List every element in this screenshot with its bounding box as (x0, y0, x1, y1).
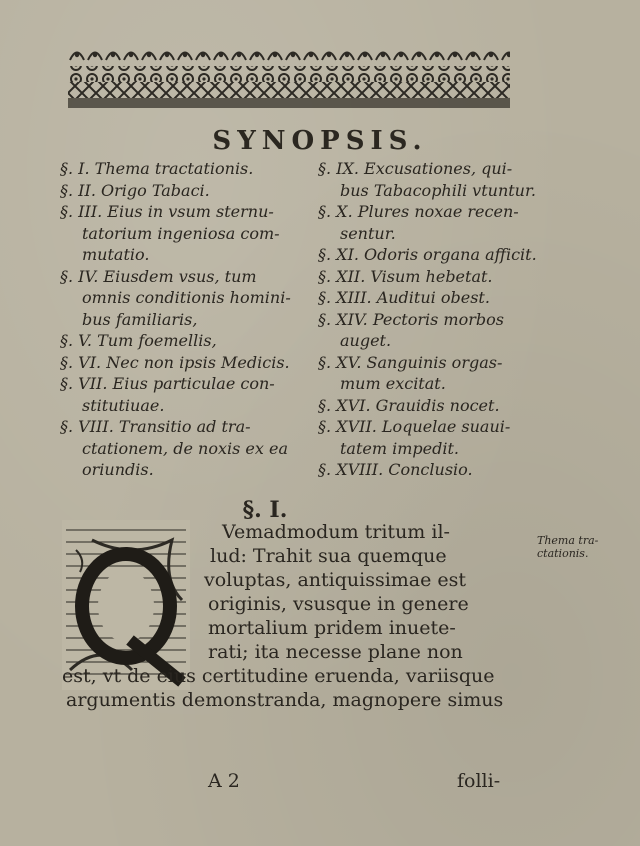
section-heading: §. I. (242, 497, 288, 523)
toc-entry: mum excitat. (340, 374, 446, 393)
toc-entry: §. III. Eius in vsum sternu- (60, 202, 274, 221)
page-footer (0, 770, 640, 794)
toc-entry: tatorium ingeniosa com- (82, 223, 280, 243)
toc-entry: mutatio. (82, 245, 150, 264)
signature-mark: A 2 (208, 770, 240, 792)
toc-entry: §. VII. Eius particulae con- (60, 374, 275, 393)
toc-entry: §. XVI. Grauidis nocet. (318, 395, 500, 415)
toc-entry: §. XIII. Auditui obest. (318, 288, 490, 307)
toc-entry: §. V. Tum foemellis, (60, 331, 217, 350)
toc-entry: auget. (340, 331, 392, 350)
synopsis-title: SYNOPSIS. (212, 126, 428, 156)
toc-entry: ctationem, de noxis ex ea (82, 438, 288, 458)
toc-entry: omnis conditionis homini- (82, 288, 291, 307)
toc-entry: §. XII. Visum hebetat. (318, 266, 493, 286)
catchword: folli- (457, 770, 501, 792)
toc-right-column (318, 158, 573, 481)
body-line: Vemadmodum tritum il- (222, 521, 450, 543)
toc-entry: bus Tabacophili vtuntur. (340, 180, 536, 200)
toc-entry: §. I. Thema tractationis. (60, 159, 254, 178)
body-line: originis, vsusque in genere (208, 593, 469, 615)
toc-entry: §. IX. Excusationes, qui- (318, 159, 513, 178)
body-line: voluptas, antiquissimae est (204, 569, 467, 591)
toc-entry: stitutiuae. (82, 395, 165, 415)
toc-entry: §. XVIII. Conclusio. (318, 460, 473, 479)
margin-note: Thema tra-ctationis. (537, 534, 599, 560)
body-line: argumentis demonstranda, magnopere simus (66, 689, 504, 711)
toc-entry: §. XV. Sanguinis orgas- (318, 352, 503, 372)
toc-entry: §. VIII. Transitio ad tra- (60, 417, 251, 436)
toc-entry: §. X. Plures noxae recen- (318, 202, 519, 221)
toc-entry: §. VI. Nec non ipsis Medicis. (60, 352, 290, 372)
body-line: est, vt de eius certitudine eruenda, variisque (62, 665, 495, 687)
toc-left-column (60, 158, 308, 481)
toc-entry: §. XVII. Loquelae suaui- (318, 417, 511, 436)
toc-entry: bus familiaris, (82, 309, 198, 329)
toc-entry: oriundis. (82, 460, 154, 479)
toc-entry: sentur. (340, 223, 396, 243)
toc-entry: tatem impedit. (340, 438, 459, 458)
headpiece-ornament (68, 44, 510, 110)
toc-entry: §. XIV. Pectoris morbos (318, 309, 504, 329)
body-line: rati; ita necesse plane non (208, 641, 463, 663)
body-paragraph (62, 520, 532, 712)
toc-entry: §. II. Origo Tabaci. (60, 180, 210, 200)
body-line: mortalium pridem inuete- (208, 617, 456, 639)
body-line: lud: Trahit sua quemque (210, 545, 447, 567)
toc-entry: §. IV. Eiusdem vsus, tum (60, 266, 257, 286)
toc-entry: §. XI. Odoris organa afficit. (318, 245, 537, 264)
